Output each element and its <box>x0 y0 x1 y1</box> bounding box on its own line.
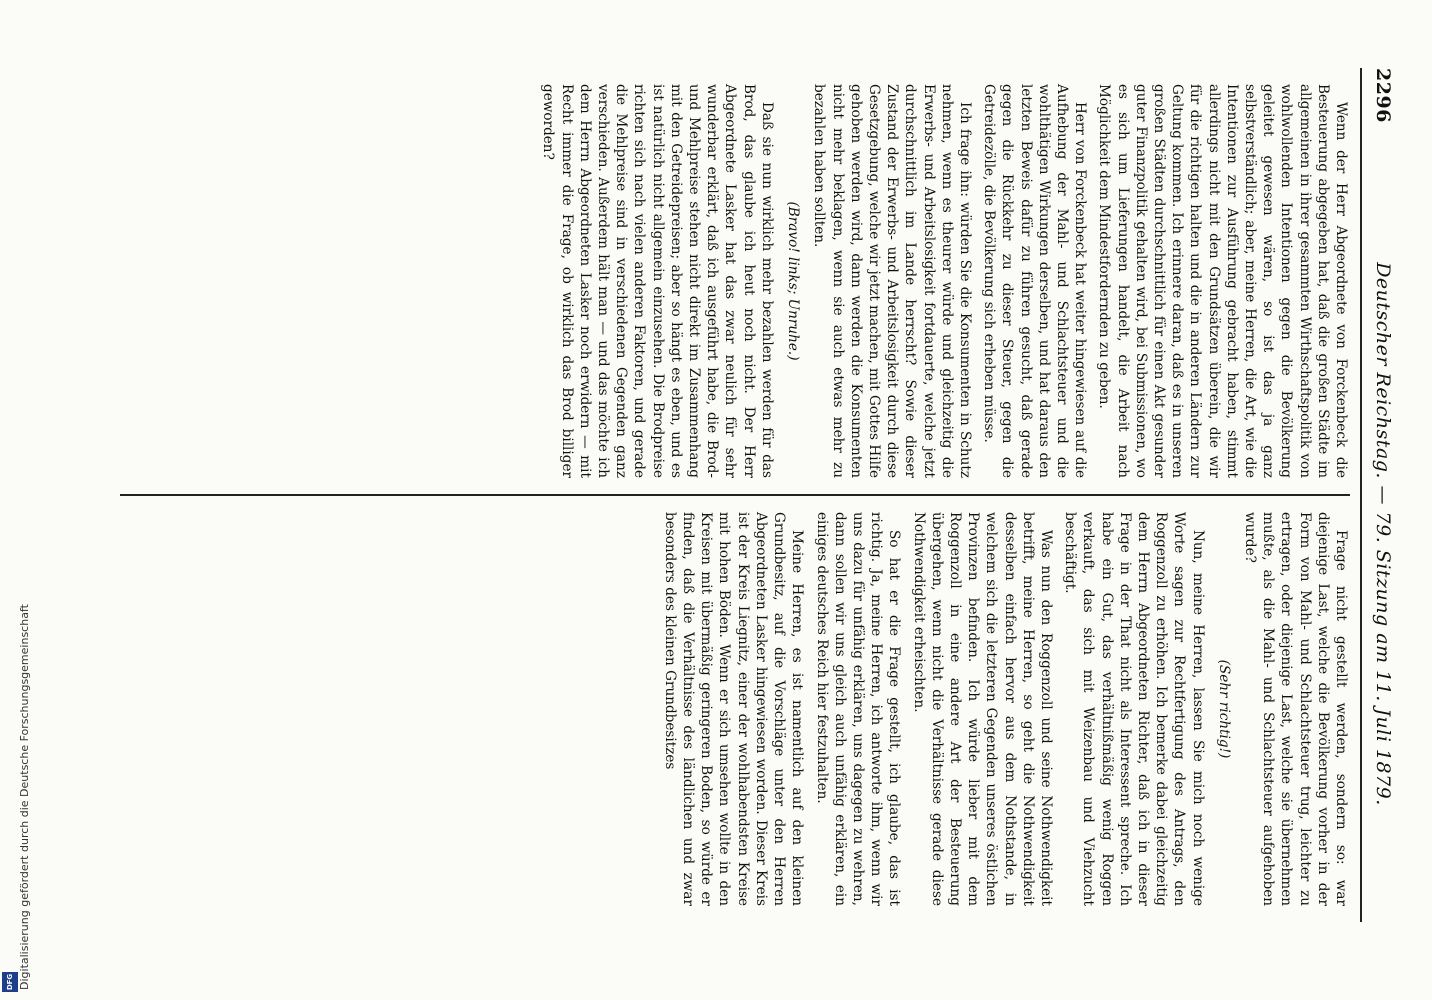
running-head-title: Deutscher Reichstag. — 79. Sitzung am 11. Juli 1879. <box>1372 262 1394 806</box>
paragraph: Herr von Forckenbeck hat weiter hingewiesen auf die Aufhebung der Mahl- und Schlachtsteuer und die wohlthätigen Wirkungen derselben, und hat daraus den letzten Beweis dafür zu führen gesucht, daß gerade gegen die Rückkehr zu dieser Steuer, gegen die Getreidezölle, die Bevölkerung sich erheben müsse. <box>981 84 1089 478</box>
paragraph: So hat er die Frage gestellt, ich glaube, das ist richtig. Ja, meine Herren, ich antworte ihm, wenn wir uns dazu für unfähig erklären, uns dagegen zu wehren, dann sollen wir uns gleich auch unfähig erklären, ein einiges deutsches Reich hier festzuhalten. <box>813 512 903 906</box>
paragraph: Nun, meine Herren, lassen Sie mich noch wenige Worte sagen zur Rechtfertigung des Antrags, den Roggenzoll zu erhöhen. Ich bemerke dabei gleichzeitig dem Herrn Abgeordneten Richter, daß ich in dieser Frage in der That nicht als Interessent spreche. Ich habe ein Gut, das verhältnißmäßig wenig Roggen verkauft, das sich mit Weizenbau und Viehzucht beschäftigt. <box>1062 512 1206 906</box>
interjection: (Sehr richtig!) <box>1215 659 1232 759</box>
running-head <box>1360 68 1394 922</box>
digitization-credit <box>4 500 31 990</box>
paragraph: Frage nicht gestellt werden, sondern so: war diejenige Last, welche die Bevölkerung vorher in der Form von Mahl- und Schlachtsteuer trug, leichter zu ertragen, oder diejenige Last, welche sie übernehmen mußte, als die Mahl- und Schlachtsteuer aufgehoben wurde? <box>1241 512 1349 906</box>
paragraph: Daß sie nun wirklich mehr bezahlen werden für das Brod, das glaube ich heut noch nicht. Der Herr Abgeordnete Lasker hat das zwar neulich für sehr wunderbar erklärt, daß ich ausgeführt habe, die Brod- und Mehlpreise stehen nicht direkt im Zusammenhang mit den Getreidepreisen; aber so hängt es eben, und es ist natürlich nicht allgemein einzusehen. Die Brodpreise richten sich nach vielen anderen Faktoren, und gerade die Mehlpreise sind in verschiedenen Gegenden ganz verschieden. Außerdem hält man — und das möchte ich dem Herrn Abgeordneten Lasker noch erwidern — mit Recht immer die Frage, ob wirklich das Brod billiger geworden? <box>540 84 775 478</box>
text-columns <box>120 68 1350 922</box>
paragraph: Meine Herren, es ist namentlich auf den kleinen Grundbesitz, auf die Vorschläge unter den Herren Abgeordneten Lasker hingewiesen worden. Dieser Kreis ist der Kreis Liegnitz, einer der wohlhabendsten Kreise mit hohen Böden. Wenn er sich umsehen wollte in den Kreisen mit übermäßig geringeren Boden, so würde er finden, daß die Verhältnisse des ländlichen und zwar besonders des kleinen Grundbesitzes <box>661 512 806 906</box>
left-column <box>120 68 1350 494</box>
right-column <box>120 496 1350 922</box>
paragraph: Wenn der Herr Abgeordnete von Forckenbeck die Besteuerung abgegeben hat, daß die großen Städte im allgemeinen in ihrer gesammten Wirthschaftspolitik von wohlwollenden Intentionen gegen die Bevölkerung geleitet gewesen wären, so ist das ja ganz selbstverständlich; aber, meine Herren, die Art, wie die Intentionen zur Ausführung gebracht haben, stimmt allerdings nicht mit den Grundsätzen überein, die wir für die richtigen halten und die in anderen Ländern zur Geltung kommen. Ich erinnere daran, daß es in unseren großen Städten durchschnittlich für einen Akt gesunder guter Finanzpolitik gehalten wird, bei Submissionen, wo es sich um Lieferungen handelt, die Arbeit nach Möglichkeit dem Mindestfordernden zu geben. <box>1096 84 1349 478</box>
interjection: (Bravo! links; Unruhe.) <box>785 201 802 361</box>
page-number: 2296 <box>1372 68 1394 123</box>
paragraph: Was nun den Roggenzoll und seine Nothwendigkeit betrifft, meine Herren, so geht die Nothwendigkeit desselben einfach hervor aus dem Nothstande, in welchem sich die letzteren Gegenden unseres östlichen Provinzen befinden. Ich würde lieber mit dem Roggenzoll in eine andere Art der Besteuerung übergehen, wenn nicht die Verhältnisse gerade diese Nothwendigkeit erheischten. <box>910 512 1054 906</box>
credit-text: Digitalisierung gefördert durch die Deutsche Forschungsgemeinschaft <box>18 604 31 990</box>
rotated-page <box>62 50 1402 940</box>
dfg-logo-icon <box>2 972 18 992</box>
paragraph: Ich frage ihn: würden Sie die Konsumenten in Schutz nehmen, wenn es theurer würde und gleichzeitig die Erwerbs- und Arbeitslosigkeit fortdauerte, welche jetzt durchschnittlich im Lande herrscht? Sowie dieser Zustand der Erwerbs- und Arbeitslosigkeit durch diese Gesetzgebung, welche wir jetzt machen, mit Gottes Hilfe gehoben werden wird, dann werden die Konsumenten nicht mehr beklagen, wenn sie auch etwas mehr zu bezahlen haben sollten. <box>811 84 973 478</box>
logo-text: DFG <box>6 973 14 991</box>
